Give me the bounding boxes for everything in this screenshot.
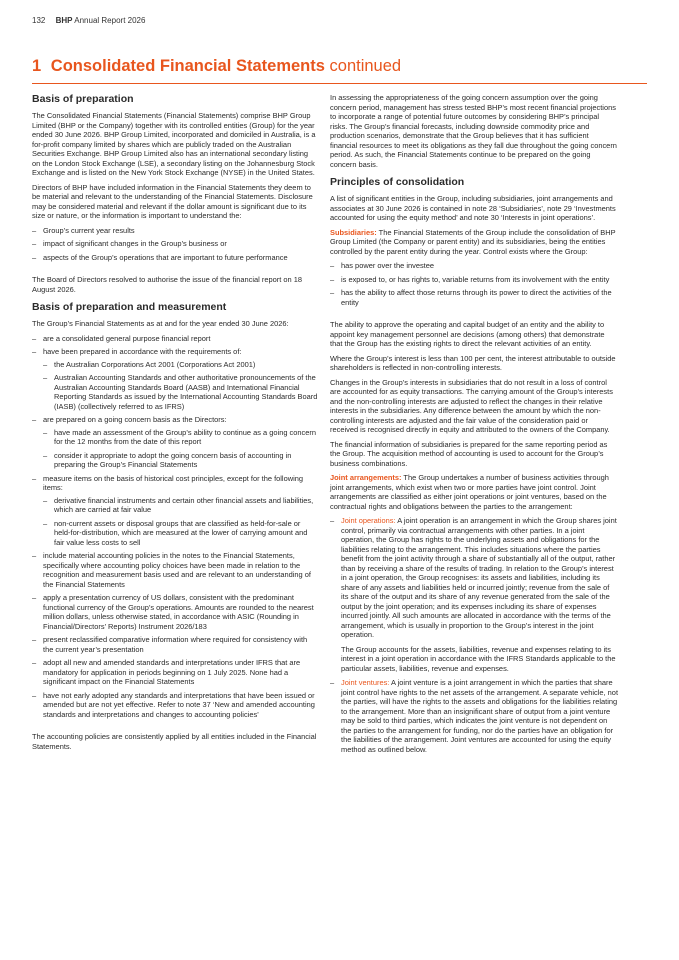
bullet-list	[330, 261, 618, 307]
page-header	[32, 16, 145, 25]
section-title: Consolidated Financial Statements	[50, 57, 325, 75]
paragraph-joint-arrangements	[330, 473, 618, 511]
bullet-list	[330, 516, 618, 754]
continued-label: continued	[329, 57, 402, 75]
list-item: – has power over the investee	[330, 261, 618, 271]
right-column	[330, 93, 618, 759]
sub-list-item: – the Australian Corporations Act 2001 (Corporations Act 2001)	[43, 360, 318, 370]
paragraph: The Consolidated Financial Statements (Financial Statements) comprise BHP Group Limited (BHP or the Company) together with its controlled entities (Group) for the year ended 30 June 2026. BHP Group Limited, incorporated and domiciled in Australia, is a for-profit company limited by shares which are publicly traded on the Australian Securities Exchange. BHP Group Limited also has an international secondary listing on the London Stock Exchange (LSE), a secondary listing on the Johannesburg Stock Exchange and is listed on the New York Stock Exchange (NYSE) in the United States.	[32, 111, 316, 177]
paragraph: The financial information of subsidiaries is prepared for the same reporting period as the Group. The acquisition method of accounting is used to account for the Group’s business combinations.	[330, 439, 608, 468]
list-item: – are a consolidated general purpose financial report	[32, 334, 318, 344]
sub-list	[43, 360, 318, 412]
report-name: Annual Report 2026	[74, 16, 146, 25]
paragraph: In assessing the appropriateness of the going concern assumption over the going concern period, management has stress tested BHP’s most recent financial projections to incorporate a range of potential future outcomes by considering BHP’s principal risks. The Group’s financial forecasts, including downside commodity price and production scenarios, demonstrate that the Group believes that it has sufficient financial resources to meet its obligations as they fall due throughout the going concern period. As such, the Financial Statements continue to be prepared on the going concern basis.	[330, 93, 617, 169]
list-item	[32, 347, 318, 411]
sub-list-item: – Australian Accounting Standards and other authoritative pronouncements of the Australian Accounting Standards Board (AASB) and International Financial Reporting Standards as issued by the International Accounting Standards Board (IASB) (collectively referred to as IFRS)	[43, 373, 318, 411]
list-item: – is exposed to, or has rights to, variable returns from its involvement with the entity	[330, 275, 618, 285]
paragraph: A list of significant entities in the Group, including subsidiaries, joint arrangements and associates at 30 June 2026 is contained in note 28 ‘Subsidiaries’, note 29 ‘Investments accounted for using the equity method’ and note 30 ‘Interests in joint operations’.	[330, 194, 616, 222]
heading-principles-of-consolidation: Principles of consolidation	[330, 176, 465, 188]
paragraph-subsidiaries	[330, 228, 618, 257]
bullet-list	[32, 226, 318, 263]
sub-list-item: – non-current assets or disposal groups that are classified as held-for-sale or held-for-distribution, which are measured at the lower of carrying amount and fair value less costs to sell	[43, 519, 318, 548]
joint-operations-label: Joint operations:	[341, 516, 396, 525]
paragraph: The Group’s Financial Statements as at and for the year ended 30 June 2026:	[32, 319, 289, 328]
paragraph: The Board of Directors resolved to authorise the issue of the financial report on 18 August 2026.	[32, 275, 302, 294]
list-item: – apply a presentation currency of US dollars, consistent with the predominant functional currency of the Group’s operations. Amounts are rounded to the nearest million dollars, unless otherwise stated, in accordance with ASIC (Rounding in Financial/Directors’ Reports) Instrument 2026/183	[32, 593, 318, 631]
list-item: – impact of significant changes in the Group’s business or	[32, 239, 318, 249]
joint-operations-text: A joint operation is an arrangement in which the Group shares joint control, primarily via contractual arrangements with other parties. In a joint operation, the Group has rights to the underlying assets and obligations for the liabilities relating to the arrangement. This includes situations where the parties benefit from the joint activity through a share of substantially all of the output, rather than by receiving a share of the results of trading. In relation to the Group’s interest in a joint operation, the Group recognises: its assets and liabilities, including its share of any assets and liabilities held or incurred jointly; revenue from the sale of its share of the output and its share of any revenue generated from the sale of the output by the joint operation; and its expenses including its share of expenses incurred jointly. All such amounts are allocated in accordance with the terms of the arrangement, which is usually in proportion to the Group’s interest in the joint operation.	[341, 516, 617, 639]
list-item: – have not early adopted any standards and interpretations that have been issued or amended but are not yet effective. Refer to note 37 ‘New and amended accounting standards and interpretations and changes to accounting policies’	[32, 691, 318, 720]
list-item: – aspects of the Group’s operations that are important to future performance	[32, 253, 318, 263]
list-item-text: are prepared on a going concern basis as the Directors:	[43, 415, 227, 424]
sub-list-item: – derivative financial instruments and certain other financial assets and liabilities, which are carried at fair value	[43, 496, 318, 515]
page-number: 132	[32, 16, 46, 25]
heading-basis-of-measurement: Basis of preparation and measurement	[32, 301, 227, 313]
brand-name: BHP	[55, 16, 73, 25]
joint-ventures-text: A joint venture is a joint arrangement in which the parties that share joint control have rights to the net assets of the arrangement. A separate vehicle, not the parties, will have the rights to the assets and obligations for the liabilities relating to the arrangement. More than an insignificant share of output from a joint venture may be sold to third parties, which indicates the joint venture is not dependent on the parties to the arrangement for funding, nor do the parties have an obligation for the liabilities of the arrangement. Joint ventures are accounted for using the equity method as outlined below.	[341, 678, 619, 754]
paragraph: Where the Group’s interest is less than 100 per cent, the interest attributable to outside shareholders is reflected in non-controlling interests.	[330, 353, 616, 372]
paragraph: The accounting policies are consistently applied by all entities included in the Financial Statements.	[32, 732, 317, 751]
list-item: – present reclassified comparative information where required for consistency with the current year’s presentation	[32, 635, 318, 654]
joint-ventures-label: Joint ventures:	[341, 678, 390, 687]
list-item: – Group’s current year results	[32, 226, 318, 236]
section-number: 1	[32, 57, 42, 75]
sub-list	[43, 496, 318, 548]
joint-arrangements-text: The Group undertakes a number of business activities through joint arrangements, which exist when two or more parties have joint control. Joint arrangements are classified as either joint operations or joint ventures, based on the contractual rights and obligations between the parties to the arrangement:	[330, 473, 609, 511]
list-item: – has the ability to affect those returns through its power to direct the activities of the entity	[330, 288, 618, 307]
bullet-list	[32, 334, 318, 720]
list-item-text: have been prepared in accordance with the requirements of:	[43, 347, 242, 356]
sub-list	[43, 428, 318, 470]
list-item	[32, 415, 318, 470]
paragraph: Directors of BHP have included information in the Financial Statements they deem to be material and relevant to the understanding of the Financial Statements. Disclosure may be considered material and relevant if the dollar amount is significant due to its size or nature, or the information is important to understand the:	[32, 182, 313, 220]
subsidiaries-text: The Financial Statements of the Group include the consolidation of BHP Group Limited (the Company or parent entity) and its subsidiaries, being the entities controlled by the parent entity during the year. Control exists where the Group:	[330, 227, 616, 256]
list-item: – adopt all new and amended standards and interpretations under IFRS that are mandatory for application in periods beginning on 1 July 2025. None had a significant impact on the Financial Statements	[32, 658, 318, 687]
list-item: – include material accounting policies in the notes to the Financial Statements, specifically where accounting policy choices have been made in relation to the recognition and measurement basis used and are relevant to an understanding of the Financial Statements	[32, 551, 318, 589]
heading-basis-of-preparation: Basis of preparation	[32, 93, 134, 105]
paragraph: Changes in the Group’s interests in subsidiaries that do not result in a loss of control are accounted for as equity transactions. The carrying amount of the Group’s interests and the non-controlling interests are adjusted to reflect the changes in their relative interests in the subsidiaries. Any difference between the amount by which the non-controlling interests are adjusted and the fair value of the consideration paid or received is recognised directly in equity and attributed to the owners of the Company.	[330, 377, 613, 434]
list-item	[32, 474, 318, 548]
joint-operations-text-2: The Group accounts for the assets, liabilities, revenue and expenses relating to its interest in a joint operation in accordance with the IFRS Standards applicable to the particular assets, liabilities, revenue and expenses.	[341, 644, 616, 673]
list-item-joint-operations	[330, 516, 618, 673]
list-item-joint-ventures	[330, 678, 618, 754]
sub-list-item: – have made an assessment of the Group’s ability to continue as a going concern for the 12 months from the date of this report	[43, 428, 318, 447]
list-item-text: measure items on the basis of historical cost principles, except for the following items:	[43, 473, 304, 492]
subsidiaries-label: Subsidiaries:	[330, 227, 377, 237]
left-column	[32, 93, 318, 756]
sub-list-item: – consider it appropriate to adopt the going concern basis of accounting in preparing the Group’s Financial Statements	[43, 451, 318, 470]
paragraph: The ability to approve the operating and capital budget of an entity and the ability to appoint key management personnel are decisions (among others) that demonstrate that the Group has the existing rights to direct the relevant activities of an entity.	[330, 320, 605, 348]
joint-arrangements-label: Joint arrangements:	[330, 473, 402, 482]
page-title	[32, 57, 401, 76]
title-rule	[32, 83, 647, 84]
